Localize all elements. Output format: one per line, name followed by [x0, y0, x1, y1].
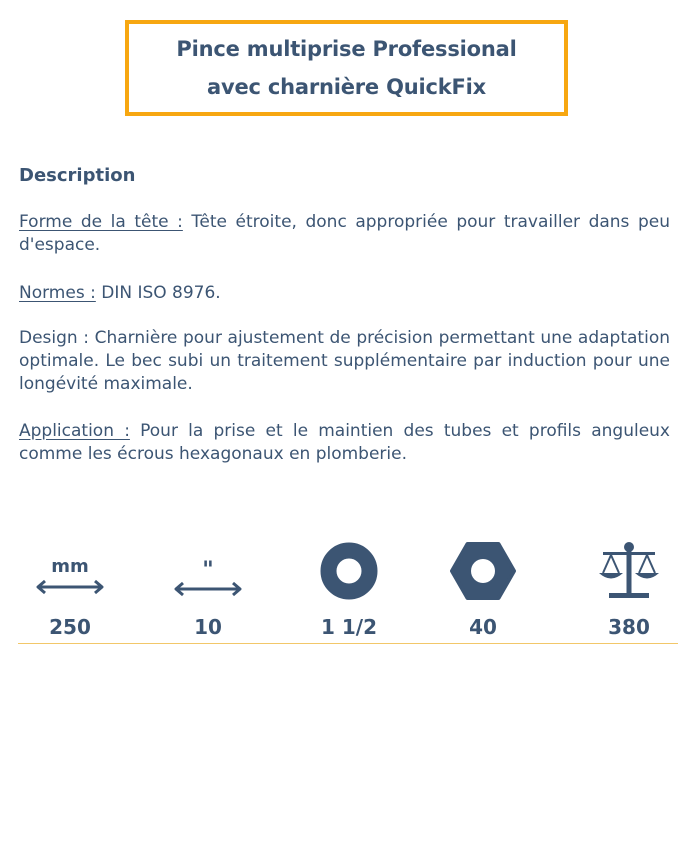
hex-nut-icon [443, 540, 523, 605]
product-title-line-1: Pince multiprise Professional [176, 37, 517, 61]
normes-text: DIN ISO 8976. [95, 283, 221, 303]
pipe-value: 1 1/2 [320, 615, 377, 639]
description-heading: Description [19, 165, 136, 186]
nut-value: 40 [469, 615, 497, 639]
length-arrow-icon [30, 540, 110, 600]
application-text: Pour la prise et le maintien des tubes et profils anguleux comme les écrous hexagonaux en plomberie. [19, 421, 670, 464]
normes-label: Normes : [19, 283, 96, 303]
inch-arrow-icon [168, 540, 248, 600]
length-value: 250 [49, 615, 91, 639]
title-box [125, 20, 568, 116]
divider-line [18, 643, 678, 644]
forme-text: Tête étroite, donc appropriée pour travailler dans peu d'espace. [19, 212, 670, 255]
paragraph-normes [19, 282, 670, 305]
pipe-ring-icon [309, 540, 389, 605]
inch-unit-label: " [202, 558, 214, 583]
forme-label: Forme de la tête : [19, 212, 183, 232]
paragraph-design: Design : Charnière pour ajustement de précision permettant une adaptation optimale. Le bec subi un traitement supplémentaire par induction pour une longévité maximale. [19, 328, 670, 394]
length-unit-label: mm [51, 556, 89, 577]
product-title-line-2: avec charnière QuickFix [207, 75, 486, 99]
weight-value: 380 [608, 615, 650, 639]
scale-icon [589, 540, 669, 605]
paragraph-application [19, 420, 670, 466]
paragraph-forme [19, 211, 670, 257]
inch-value: 10 [194, 615, 222, 639]
application-label: Application : [19, 421, 130, 441]
